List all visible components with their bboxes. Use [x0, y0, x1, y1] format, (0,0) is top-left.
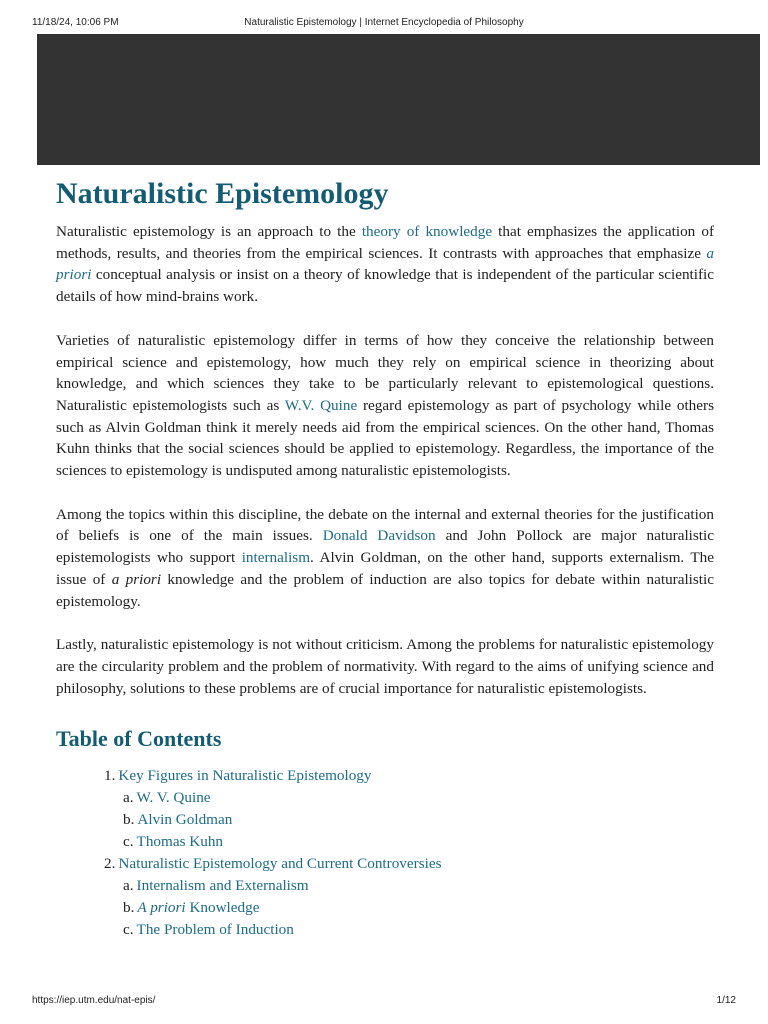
link-internalism[interactable]: internalism [241, 549, 311, 567]
text-span: Naturalistic epistemology is an approach to the [56, 223, 362, 240]
article-content [56, 172, 714, 941]
header-banner [37, 34, 760, 165]
intro-paragraph-3 [56, 504, 714, 613]
toc-item-1 [56, 765, 714, 787]
toc-link-goldman[interactable]: Alvin Goldman [137, 811, 233, 829]
link-donald-davidson[interactable]: Donald Davidson [322, 527, 436, 545]
toc-subitem-1b [56, 809, 714, 831]
toc-link-controversies[interactable]: Naturalistic Epistemology and Current Controversies [118, 855, 442, 873]
toc-letter: c. [123, 833, 134, 851]
toc-number: 1. [104, 767, 116, 785]
toc-link-internalism-externalism[interactable]: Internalism and Externalism [136, 877, 309, 895]
toc-letter: c. [123, 921, 134, 939]
text-span: knowledge and the problem of induction are also topics for debate within naturalistic epistemology. [56, 570, 714, 610]
toc-link-quine[interactable]: W. V. Quine [136, 789, 211, 807]
text-span: that emphasizes the application of methods, results, and theories from the empirical sciences. It contrasts with approaches that emphasize [56, 223, 715, 262]
toc-link-induction[interactable]: The Problem of Induction [136, 921, 294, 939]
toc-number: 2. [104, 855, 116, 873]
text-span: and John Pollock are major naturalistic epistemologists who support [56, 527, 714, 567]
toc-subitem-2c [56, 919, 714, 941]
text-span: regard epistemology as part of psychology while others such as Alvin Goldman think it merely needs aid from the empirical sciences. On the other hand, Thomas Kuhn thinks that the social sciences should be applied to epistemology. Regardless, the importance of the sciences to epistemology is undisputed among naturalistic epistemologists. [56, 396, 714, 480]
toc-letter: a. [123, 789, 134, 807]
toc-letter: b. [123, 899, 135, 917]
toc-subitem-2a [56, 875, 714, 897]
toc-link-a-priori-knowledge[interactable] [137, 899, 259, 916]
toc-subitem-2b [56, 897, 714, 919]
toc-subitem-1c [56, 831, 714, 853]
intro-paragraph-1 [56, 221, 714, 308]
italic-a-priori: a priori [111, 570, 162, 588]
toc-link-kuhn[interactable]: Thomas Kuhn [136, 833, 224, 851]
toc-letter: a. [123, 877, 134, 895]
toc-subitem-1a [56, 787, 714, 809]
toc-a-priori-italic: A priori [137, 899, 186, 917]
toc-link-key-figures[interactable]: Key Figures in Naturalistic Epistemology [118, 767, 372, 785]
print-datetime: 11/18/24, 10:06 PM [32, 17, 119, 28]
toc-title: Table of Contents [56, 726, 222, 752]
table-of-contents [56, 765, 714, 941]
link-theory-of-knowledge[interactable]: theory of knowledge [361, 223, 493, 240]
text-span: . Alvin Goldman, on the other hand, supports externalism. The issue of [56, 549, 714, 588]
print-page-title: Naturalistic Epistemology | Internet Encyclopedia of Philosophy [244, 17, 524, 28]
link-wv-quine[interactable]: W.V. Quine [284, 396, 358, 414]
intro-paragraph-4: Lastly, naturalistic epistemology is not without criticism. Among the problems for naturalistic epistemology are the circularity problem and the problem of normativity. With regard to the aims of unifying science and philosophy, solutions to these problems are of crucial importance for naturalistic epistemologists. [56, 636, 714, 697]
text-span: conceptual analysis or insist on a theory of knowledge that is independent of the particular scientific details of how mind-brains work. [56, 266, 714, 306]
print-footer [0, 995, 768, 1009]
intro-paragraph-2 [56, 330, 714, 482]
print-url: https://iep.utm.edu/nat-epis/ [32, 995, 156, 1006]
link-a-priori-label: a priori [56, 244, 714, 284]
print-page-number: 1/12 [716, 995, 736, 1006]
toc-item-2 [56, 853, 714, 875]
text-span: Varieties of naturalistic epistemology differ in terms of how they conceive the relationship between empirical science and epistemology, how much they rely on empirical science in theorizing about knowledge, and which sciences they take to be particularly relevant to epistemological questions. Naturalistic epistemologists such as [56, 331, 714, 414]
print-header [0, 17, 768, 31]
toc-a-priori-rest: Knowledge [185, 899, 260, 917]
text-span: Among the topics within this discipline, the debate on the internal and external theories for the justification of beliefs is one of the main issues. [56, 505, 714, 545]
article-title: Naturalistic Epistemology [56, 177, 389, 210]
toc-letter: b. [123, 811, 135, 829]
